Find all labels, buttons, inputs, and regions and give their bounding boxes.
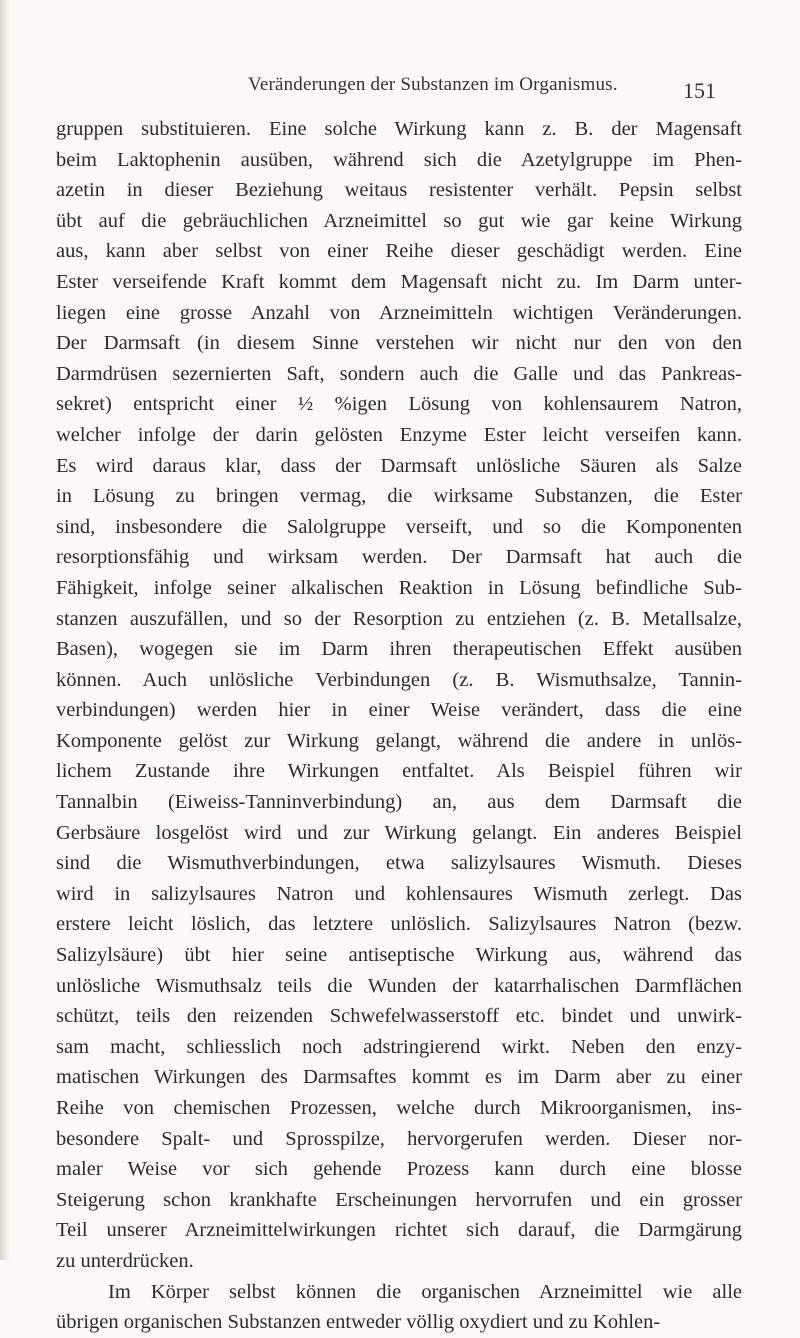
text-line: können. Auch unlösliche Verbindungen (z. B. Wismuthsalze, Tannin- bbox=[56, 668, 742, 691]
text-line: resorptionsfähig und wirksam werden. Der Darmsaft hat auch die bbox=[56, 546, 742, 569]
text-line: sind die Wismuthverbindungen, etwa salizylsaures Wismuth. Dieses bbox=[56, 852, 742, 875]
text-line: zu unterdrücken. bbox=[56, 1249, 194, 1272]
text-line: schützt, teils den reizenden Schwefelwasserstoff etc. bindet und unwirk- bbox=[56, 1005, 742, 1028]
running-title: Veränderungen der Substanzen im Organismus. bbox=[248, 74, 618, 95]
text-line: lichem Zustande ihre Wirkungen entfaltet. Als Beispiel führen wir bbox=[56, 760, 742, 783]
text-line: gruppen substituieren. Eine solche Wirkung kann z. B. der Magensaft bbox=[56, 118, 742, 140]
text-line: sam macht, schliesslich noch adstringierend wirkt. Neben den enzy- bbox=[56, 1035, 742, 1058]
text-line: wird in salizylsaures Natron und kohlensaures Wismuth zerlegt. Das bbox=[56, 882, 742, 905]
text-line: Gerbsäure losgelöst wird und zur Wirkung gelangt. Ein anderes Beispiel bbox=[56, 821, 742, 844]
text-line: Der Darmsaft (in diesem Sinne verstehen wir nicht nur den von den bbox=[56, 332, 742, 355]
text-line: erstere leicht löslich, das letztere unlöslich. Salizylsaures Natron (bezw. bbox=[56, 913, 742, 936]
text-line: aus, kann aber selbst von einer Reihe dieser geschädigt werden. Eine bbox=[56, 240, 742, 263]
body-text bbox=[56, 114, 742, 1338]
text-line: übrigen organischen Substanzen entweder völlig oxydiert und zu Kohlen- bbox=[56, 1311, 661, 1334]
page-header bbox=[0, 74, 800, 106]
text-line: maler Weise vor sich gehende Prozess kann durch eine blosse bbox=[56, 1158, 742, 1181]
text-line: übt auf die gebräuchlichen Arzneimittel so gut wie gar keine Wirkung bbox=[56, 209, 742, 232]
text-line: besondere Spalt- und Sprosspilze, hervorgerufen werden. Dieser nor- bbox=[56, 1127, 742, 1150]
text-line: Im Körper selbst können die organischen Arzneimittel wie alle bbox=[108, 1280, 742, 1303]
text-line: Teil unserer Arzneimittelwirkungen richtet sich darauf, die Darmgärung bbox=[56, 1219, 742, 1242]
text-line: Tannalbin (Eiweiss-Tanninverbindung) an, aus dem Darmsaft die bbox=[56, 791, 742, 814]
text-line: Fähigkeit, infolge seiner alkalischen Reaktion in Lösung befindliche Sub- bbox=[56, 576, 742, 599]
text-line: sind, insbesondere die Salolgruppe verseift, und so die Komponenten bbox=[56, 515, 742, 538]
text-line: matischen Wirkungen des Darmsaftes kommt es im Darm aber zu einer bbox=[56, 1066, 742, 1089]
text-line: beim Laktophenin ausüben, während sich die Azetylgruppe im Phen- bbox=[56, 148, 742, 171]
text-line: Komponente gelöst zur Wirkung gelangt, während die andere in unlös- bbox=[56, 729, 742, 752]
text-line: Reihe von chemischen Prozessen, welche durch Mikroorganismen, ins- bbox=[56, 1097, 742, 1119]
text-line: stanzen auszufällen, und so der Resorption zu entziehen (z. B. Metallsalze, bbox=[56, 607, 742, 630]
text-line: azetin in dieser Beziehung weitaus resistenter verhält. Pepsin selbst bbox=[56, 179, 742, 202]
text-line: Darmdrüsen sezernierten Saft, sondern auch die Galle und das Pankreas- bbox=[56, 362, 742, 385]
text-line: sekret) entspricht einer ½ %igen Lösung von kohlensaurem Natron, bbox=[56, 393, 742, 416]
text-line: Es wird daraus klar, dass der Darmsaft unlösliche Säuren als Salze bbox=[56, 454, 742, 477]
text-line: Salizylsäure) übt hier seine antiseptische Wirkung aus, während das bbox=[56, 944, 742, 967]
text-line: Ester verseifende Kraft kommt dem Magensaft nicht zu. Im Darm unter- bbox=[56, 270, 742, 293]
text-line: verbindungen) werden hier in einer Weise verändert, dass die eine bbox=[56, 699, 742, 722]
text-line: Steigerung schon krankhafte Erscheinungen hervorrufen und ein grosser bbox=[56, 1188, 742, 1211]
text-line: in Lösung zu bringen vermag, die wirksame Substanzen, die Ester bbox=[56, 485, 742, 508]
text-line: Basen), wogegen sie im Darm ihren therapeutischen Effekt ausüben bbox=[56, 638, 742, 661]
text-line: welcher infolge der darin gelösten Enzyme Ester leicht verseifen kann. bbox=[56, 423, 742, 446]
page-number: 151 bbox=[683, 78, 716, 103]
page-binding-edge bbox=[0, 0, 10, 1260]
text-line: liegen eine grosse Anzahl von Arzneimitteln wichtigen Veränderungen. bbox=[56, 301, 742, 324]
text-line: unlösliche Wismuthsalz teils die Wunden der katarrhalischen Darmflächen bbox=[56, 974, 742, 997]
